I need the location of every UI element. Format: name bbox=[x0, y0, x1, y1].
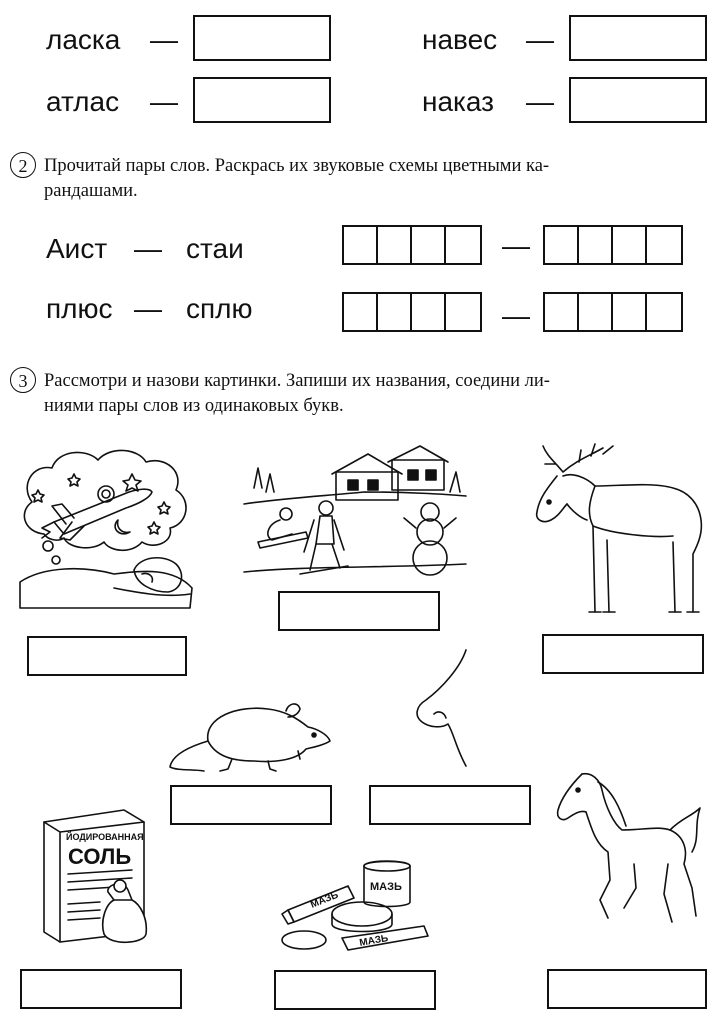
task3-instruction-line2: ниями пары слов из одинаковых букв. bbox=[44, 396, 344, 416]
sound-cell[interactable] bbox=[647, 227, 681, 263]
ointment-tube2-label: МАЗЬ bbox=[358, 933, 390, 949]
answer-box-atlas[interactable] bbox=[193, 77, 331, 123]
sound-cell[interactable] bbox=[378, 294, 412, 330]
sound-cell[interactable] bbox=[579, 227, 613, 263]
task2-instruction-line2: рандашами. bbox=[44, 181, 138, 201]
pair-word-naves: навес bbox=[422, 24, 498, 55]
rat-icon bbox=[168, 697, 333, 777]
scheme-dash: — bbox=[502, 230, 530, 261]
sound-scheme-plyus[interactable] bbox=[342, 292, 482, 332]
answer-box-picture-3[interactable] bbox=[542, 634, 704, 674]
sound-cell[interactable] bbox=[412, 294, 446, 330]
sound-cell[interactable] bbox=[647, 294, 681, 330]
sound-scheme-stai[interactable] bbox=[543, 225, 683, 265]
task2-word-plyus: плюс bbox=[46, 293, 113, 324]
task2-word-stai: стаи bbox=[186, 233, 244, 264]
ointment-jar-label: МАЗЬ bbox=[370, 881, 402, 893]
sound-cell[interactable] bbox=[579, 294, 613, 330]
pair-dash: — bbox=[526, 24, 554, 55]
answer-box-picture-8[interactable] bbox=[547, 969, 707, 1009]
ointment-tube-label: МАЗЬ bbox=[309, 889, 341, 911]
horse-icon bbox=[552, 768, 702, 932]
answer-box-picture-6[interactable] bbox=[20, 969, 182, 1009]
sound-cell[interactable] bbox=[344, 227, 378, 263]
answer-box-picture-5[interactable] bbox=[369, 785, 531, 825]
task2-instruction-line1: Прочитай пары слов. Раскрась их звуковые схемы цветными ка- bbox=[44, 156, 550, 176]
sound-cell[interactable] bbox=[613, 227, 647, 263]
winter-skiing-scene-icon bbox=[244, 448, 466, 580]
task2-word-splyu: сплю bbox=[186, 293, 253, 324]
moose-icon bbox=[533, 442, 711, 620]
answer-box-laska[interactable] bbox=[193, 15, 331, 61]
task2-word-aist: Аист bbox=[46, 233, 108, 264]
pair-word-nakaz: наказ bbox=[422, 86, 494, 117]
salt-label-big: СОЛЬ bbox=[68, 844, 132, 869]
scheme-dash: — bbox=[502, 300, 530, 331]
sound-cell[interactable] bbox=[378, 227, 412, 263]
salt-label-top: ЙОДИРОВАННАЯ bbox=[66, 832, 144, 842]
answer-box-picture-2[interactable] bbox=[278, 591, 440, 631]
sound-cell[interactable] bbox=[545, 227, 579, 263]
sound-scheme-splyu[interactable] bbox=[543, 292, 683, 332]
task3-instruction-line1: Рассмотри и назови картинки. Запиши их названия, соедини ли- bbox=[44, 371, 550, 391]
pair-dash: — bbox=[526, 86, 554, 117]
task2-dash: — bbox=[134, 233, 162, 264]
answer-box-nakaz[interactable] bbox=[569, 77, 707, 123]
nose-icon bbox=[412, 648, 482, 768]
pair-dash: — bbox=[150, 86, 178, 117]
answer-box-naves[interactable] bbox=[569, 15, 707, 61]
sound-cell[interactable] bbox=[613, 294, 647, 330]
salt-pack-icon bbox=[40, 808, 160, 948]
ointment-jars-icon bbox=[278, 858, 436, 960]
pair-word-atlas: атлас bbox=[46, 86, 120, 117]
answer-box-picture-1[interactable] bbox=[27, 636, 187, 676]
sound-cell[interactable] bbox=[545, 294, 579, 330]
answer-box-picture-7[interactable] bbox=[274, 970, 436, 1010]
sound-scheme-aist[interactable] bbox=[342, 225, 482, 265]
sound-cell[interactable] bbox=[344, 294, 378, 330]
sound-cell[interactable] bbox=[446, 294, 480, 330]
task2-dash: — bbox=[134, 293, 162, 324]
sound-cell[interactable] bbox=[412, 227, 446, 263]
pair-dash: — bbox=[150, 24, 178, 55]
answer-box-picture-4[interactable] bbox=[170, 785, 332, 825]
task-number-3: 3 bbox=[10, 367, 36, 393]
dreaming-child-icon bbox=[14, 442, 199, 610]
sound-cell[interactable] bbox=[446, 227, 480, 263]
pair-word-laska: ласка bbox=[46, 24, 121, 55]
task-number-2: 2 bbox=[10, 152, 36, 178]
